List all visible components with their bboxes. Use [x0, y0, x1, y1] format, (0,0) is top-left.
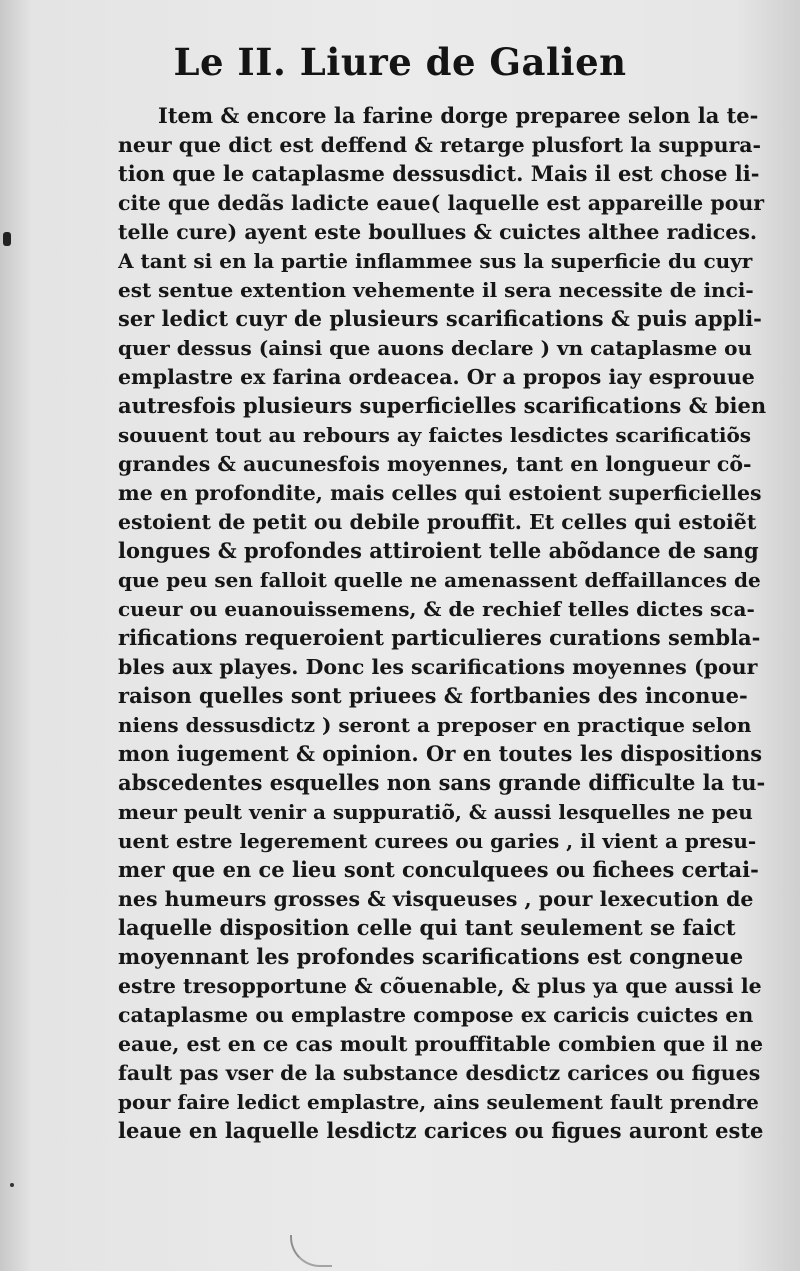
- text-line: leaue en laquelle lesdictz carices ou figues auront este: [118, 1118, 764, 1143]
- text-line: neur que dict est deffend & retarge plusfort la suppura-: [118, 133, 762, 157]
- text-line: raison quelles sont priuees & fortbanies des inconue-: [118, 683, 748, 708]
- margin-ink-mark: [3, 232, 11, 246]
- text-line: cueur ou euanouissemens, & de rechief telles dictes sca-: [118, 597, 755, 621]
- text-line: est sentue extention vehemente il sera necessite de inci-: [118, 278, 754, 302]
- text-line: grandes & aucunesfois moyennes, tant en longueur cõ-: [118, 452, 752, 476]
- text-line: autresfois plusieurs superficielles scarifications & bien: [118, 393, 766, 418]
- text-line: bles aux playes. Donc les scarifications moyennes (pour: [118, 655, 758, 679]
- text-line: mon iugement & opinion. Or en toutes les dispositions: [118, 741, 763, 766]
- bleed-through-stroke: [290, 1235, 332, 1267]
- text-line: telle cure) ayent este boullues & cuictes althee radices.: [118, 220, 757, 244]
- text-line: tion que le cataplasme dessusdict. Mais il est chose li-: [118, 161, 760, 186]
- text-line: Item & encore la farine dorge preparee selon la te-: [158, 103, 759, 128]
- text-line: niens dessusdictz ) seront a preposer en practique selon: [118, 713, 752, 737]
- page-header-title: Le II. Liure de Galien: [173, 40, 627, 84]
- text-line: moyennant les profondes scarifications est congneue: [118, 944, 744, 969]
- text-line: eaue, est en ce cas moult prouffitable combien que il ne: [118, 1032, 764, 1056]
- text-line: estoient de petit ou debile prouffit. Et celles qui estoiẽt: [118, 510, 757, 534]
- text-line: emplastre ex farina ordeacea. Or a propos iay esprouue: [118, 365, 755, 389]
- text-line: laquelle disposition celle qui tant seulement se faict: [118, 915, 736, 940]
- margin-ink-dot: [10, 1183, 14, 1187]
- text-line: ser ledict cuyr de plusieurs scarifications & puis appli-: [118, 306, 762, 331]
- text-line: me en profondite, mais celles qui estoient superficielles: [118, 481, 762, 505]
- text-line: mer que en ce lieu sont conculquees ou fichees certai-: [118, 857, 759, 882]
- text-line: cite que dedãs ladicte eaue( laquelle est appareille pour: [118, 191, 765, 215]
- text-line: pour faire ledict emplastre, ains seulement fault prendre: [118, 1090, 759, 1114]
- text-line: souuent tout au rebours ay faictes lesdictes scarificatiõs: [118, 423, 752, 447]
- text-line: A tant si en la partie inflammee sus la superficie du cuyr: [118, 249, 753, 273]
- text-line: rifications requeroient particulieres curations sembla-: [118, 625, 761, 650]
- text-line: fault pas vser de la substance desdictz carices ou figues: [118, 1061, 761, 1085]
- text-line: longues & profondes attiroient telle abõdance de sang: [118, 538, 759, 563]
- text-line: uent estre legerement curees ou garies , il vient a presu-: [118, 829, 757, 853]
- text-line: nes humeurs grosses & visqueuses , pour lexecution de: [118, 887, 754, 911]
- text-line: cataplasme ou emplastre compose ex caricis cuictes en: [118, 1003, 754, 1027]
- text-line: quer dessus (ainsi que auons declare ) vn cataplasme ou: [118, 336, 753, 360]
- text-line: estre tresopportune & cõuenable, & plus ya que aussi le: [118, 974, 762, 998]
- text-line: que peu sen falloit quelle ne amenassent deffaillances de: [118, 568, 761, 592]
- text-line: meur peult venir a suppuratiõ, & aussi lesquelles ne peu: [118, 800, 753, 824]
- text-line: abscedentes esquelles non sans grande difficulte la tu-: [118, 770, 766, 795]
